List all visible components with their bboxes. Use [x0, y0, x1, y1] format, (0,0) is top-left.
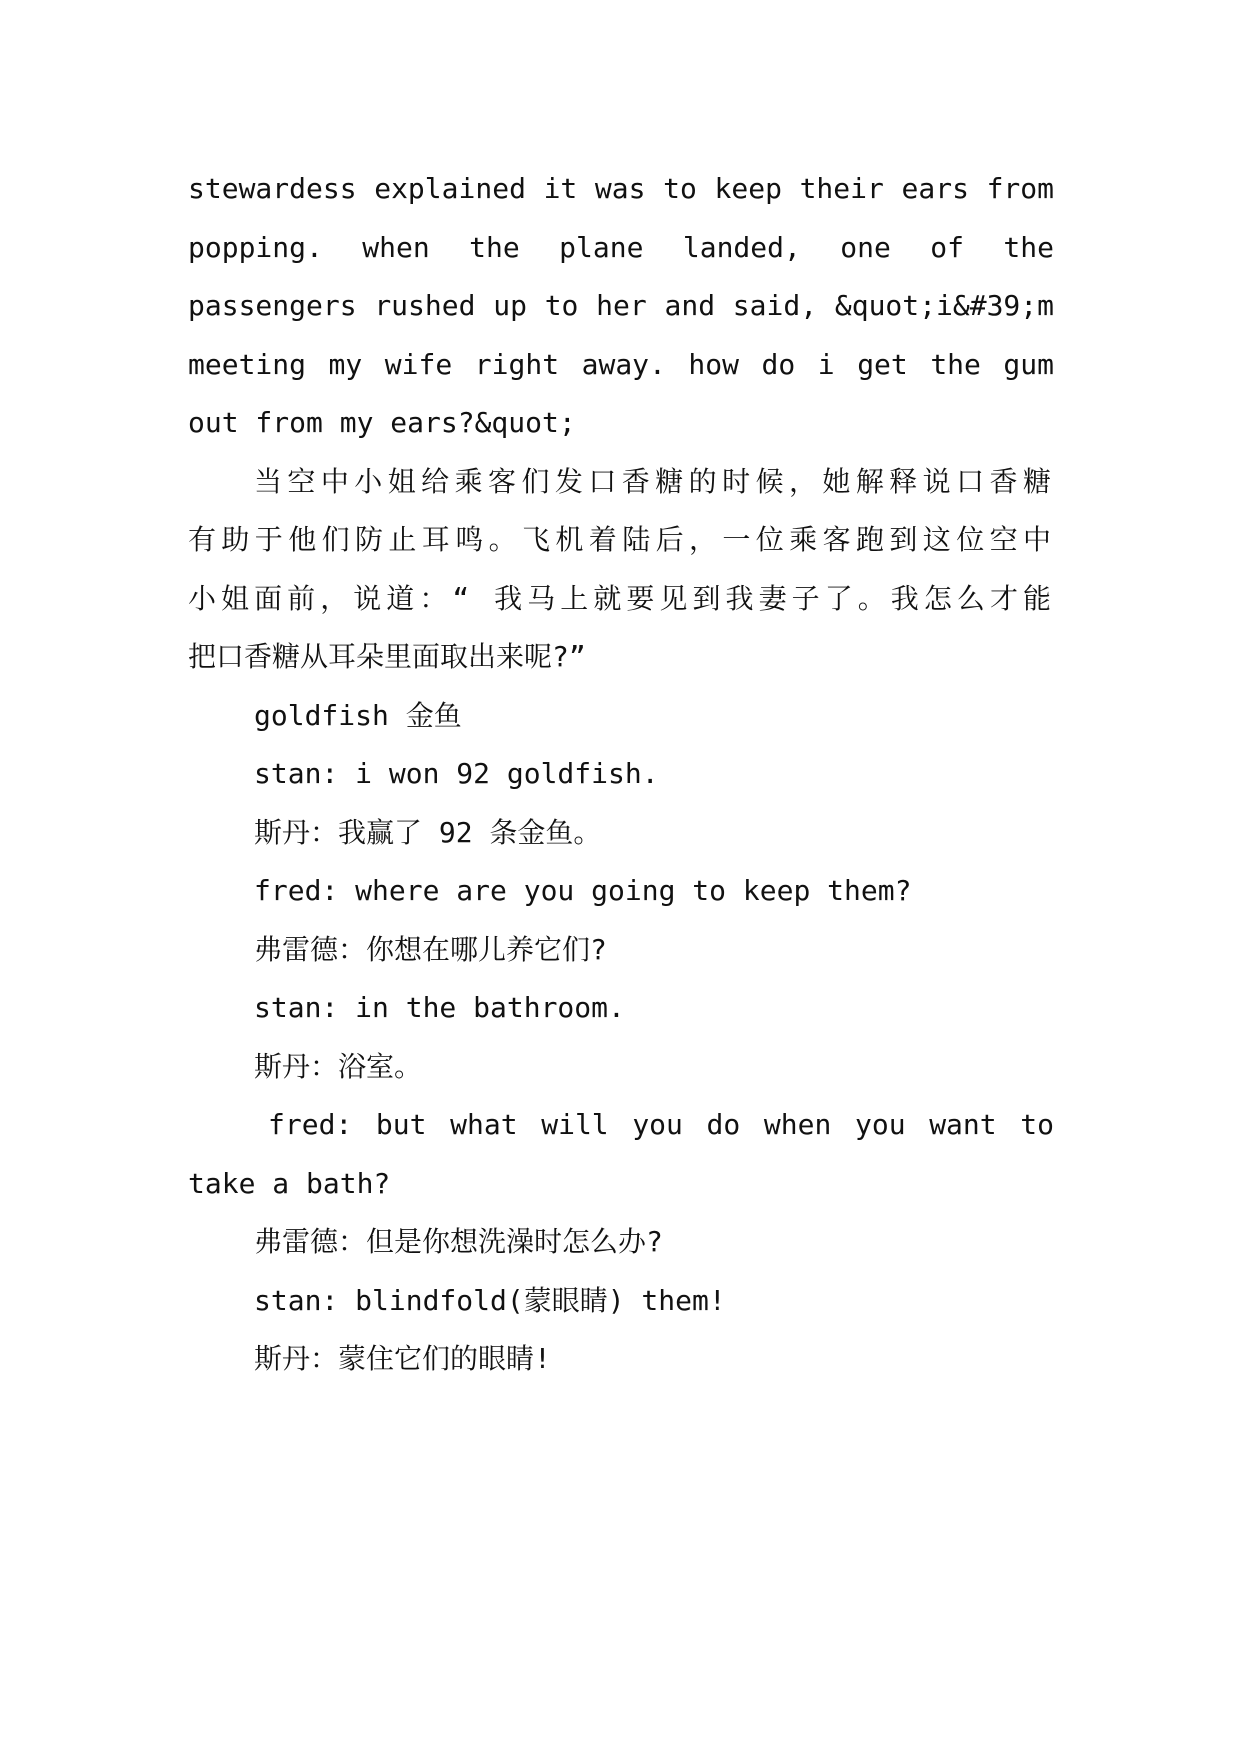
text-line: 斯丹：我赢了 92 条金鱼。 — [254, 815, 602, 849]
text-line: stan: blindfold(蒙眼睛) them! — [254, 1283, 726, 1317]
text-line: 弗雷德：但是你想洗澡时怎么办? — [254, 1225, 663, 1258]
text-line: take a bath? — [188, 1166, 391, 1200]
text-line: stan: in the bathroom. — [254, 991, 625, 1024]
text-line: fred: but what will you do when you want to — [268, 1108, 1054, 1141]
text-line: 有助于他们防止耳鸣。飞机着陆后，一位乘客跑到这位空中 — [188, 523, 1054, 556]
text-line: 弗雷德：你想在哪儿养它们? — [254, 932, 607, 966]
document-page — [188, 160, 1054, 1389]
text-line: 斯丹：浴室。 — [254, 1049, 423, 1083]
text-line: stewardess explained it was to keep their ears from — [188, 172, 1054, 205]
text-line: 斯丹：蒙住它们的眼睛! — [254, 1342, 551, 1375]
text-line: 小姐面前，说道：“ 我马上就要见到我妻子了。我怎么才能 — [188, 581, 1054, 615]
text-line: 把口香糖从耳朵里面取出来呢?” — [188, 640, 586, 673]
text-line: fred: where are you going to keep them? — [254, 874, 912, 907]
text-line: meeting my wife right away. how do i get the gum — [188, 347, 1054, 381]
text-line: stan: i won 92 goldfish. — [254, 757, 659, 790]
text-line: popping. when the plane landed, one of the — [188, 230, 1054, 264]
text-line: goldfish 金鱼 — [254, 698, 462, 732]
text-line: passengers rushed up to her and said, &quot;i&#39;m — [188, 289, 1054, 322]
text-line: out from my ears?&quot; — [188, 406, 576, 439]
text-line: 当空中小姐给乘客们发口香糖的时候，她解释说口香糖 — [254, 464, 1054, 498]
